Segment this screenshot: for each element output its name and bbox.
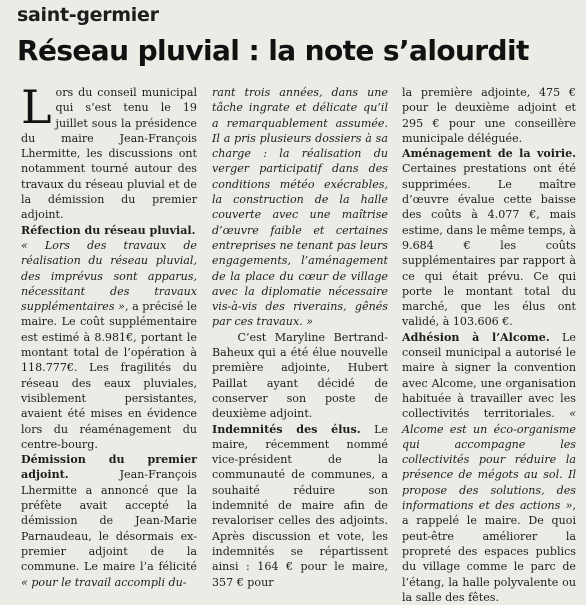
article-column-3 bbox=[402, 85, 576, 604]
subhead-reseau-pluvial: Réfection du réseau pluvial. bbox=[21, 223, 196, 237]
subhead-alcome: Adhésion à l’Alcome. bbox=[402, 330, 550, 344]
subhead-indemnites: Indemnités des élus. bbox=[212, 422, 361, 436]
intro-paragraph: Lors du conseil municipal qui s’est tenu le 19 juillet sous la présidence du maire Jean-François Lhermitte, les discussions ont notamment tourné autour des travaux du réseau pluvial et de la démission du premier adjoint. bbox=[21, 80, 197, 222]
article-column-1 bbox=[21, 80, 197, 589]
subhead-demission: Démission du premier adjoint. bbox=[21, 453, 197, 482]
paragraph-reseau: « Lors des travaux de réalisation du réseau pluvial, des imprévus sont apparus, nécessitant des travaux supplémentaires », a précisé le maire. Le coût supplémentaire est estimé à 8.981€, portant le montant total de l’opération à 118.777€. Les fragilités du réseau des eaux pluviales, visiblement persistantes, avaient été mises en évidence lors du réaménagement du centre-bourg. bbox=[21, 238, 197, 451]
paragraph-alcome: Adhésion à l’Alcome. Le conseil municipal a autorisé le maire à signer la convention avec Alcome, une organisation habituée à travailler avec les collectivités territoriales. « Alcome est un éco-organisme qui accompagne les collectivités pour réduire la présence de mégots au sol. Il propose des solutions, des informations et des actions », a rappelé le maire. De quoi peut-être améliorer la propreté des espaces publics du village comme le parc de l’étang, la halle polyvalente ou la salle des fêtes. bbox=[402, 330, 576, 604]
paragraph-indemnites-end: la première adjointe, 475 € pour le deuxième adjoint et 295 € pour une conseillère municipale déléguée. bbox=[402, 86, 576, 145]
paragraph-nouvelle-adjointe: C’est Maryline Bertrand-Baheux qui a été élue nouvelle première adjointe, Hubert Paillat ayant décidé de conserver son poste de deuxième adjoint. bbox=[212, 330, 388, 421]
quote-continuation: rant trois années, dans une tâche ingrate et délicate qu’il a remarquablement assumée. Il a pris plusieurs dossiers à sa charge : la réalisation du verger participatif dans des conditions météo exécrables, la construction de la halle couverte avec une maîtrise d’œuvre faible et certaines entreprises ne tenant pas leurs engagements, l’aménagement de la place du cœur de village avec la diplomatie nécessaire vis-à-vis des riverains, gênés par ces travaux. » bbox=[212, 86, 388, 329]
article-column-2 bbox=[212, 85, 388, 589]
subhead-voirie: Aménagement de la voirie. bbox=[402, 147, 576, 161]
paragraph-indemnites: Indemnités des élus. Le maire, récemment nommé vice-président de la communauté de communes, a souhaité réduire son indemnité de maire afin de revaloriser celles des adjoints. Après discussion et vote, les indemnités se répartissent ainsi : 164 € pour le maire, 357 € pour bbox=[212, 422, 388, 589]
drop-cap: L bbox=[21, 80, 52, 134]
section-title: saint-germier bbox=[17, 4, 159, 26]
paragraph-demission: Démission du premier adjoint. Jean-François Lhermitte a annoncé que la préfète avait accepté la démission de Jean-Marie Parnaudeau, le désormais ex-premier adjoint de la commune. Le maire l’a félicité « pour le travail accompli du- bbox=[21, 453, 197, 589]
paragraph-voirie: Aménagement de la voirie. Certaines prestations ont été supprimées. Le maître d’œuvre évalue cette baisse des coûts à 4.077 €, mais estime, dans le même temps, à 9.684 € les coûts supplémentaires par rapport à ce qui était prévu. Ce qui porte le montant total du marché, que les élus ont validé, à 103.606 €. bbox=[402, 147, 576, 329]
headline: Réseau pluvial : la note s’alourdit bbox=[17, 34, 529, 67]
